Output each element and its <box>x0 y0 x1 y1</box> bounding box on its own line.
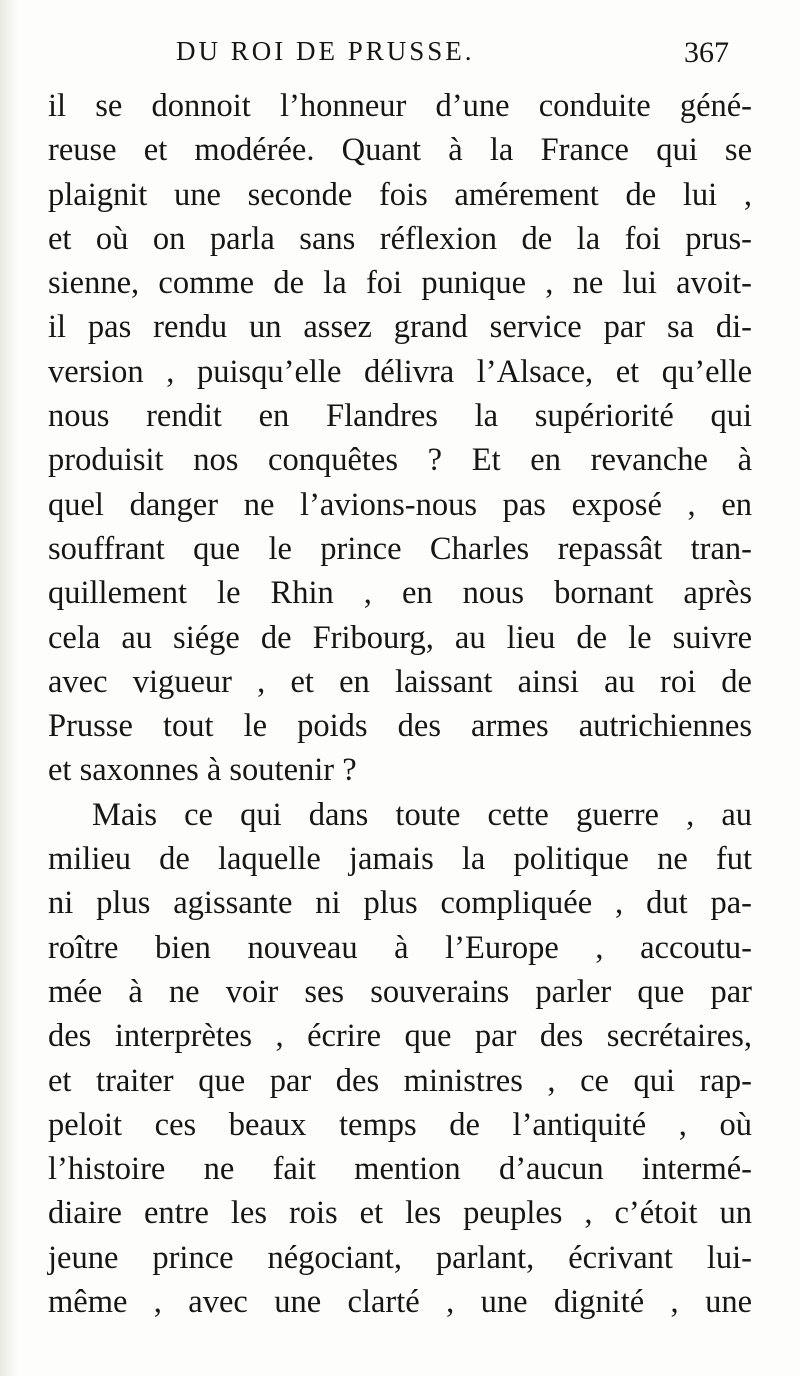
text-line: jeune prince négociant, parlant, écrivant lui- <box>48 1239 752 1276</box>
text-line: et saxonnes à soutenir ? <box>48 752 357 789</box>
text-line: diaire entre les rois et les peuples , c’étoit un <box>48 1195 752 1232</box>
text-line: quillement le Rhin , en nous bornant après <box>48 575 752 612</box>
text-line: Mais ce qui dans toute cette guerre , au <box>92 796 752 833</box>
text-line: peloit ces beaux temps de l’antiquité , où <box>48 1106 752 1143</box>
text-line: roître bien nouveau à l’Europe , accoutu- <box>48 929 752 966</box>
text-line: cela au siége de Fribourg, au lieu de le suivre <box>48 619 752 656</box>
text-line: avec vigueur , et en laissant ainsi au roi de <box>48 663 752 700</box>
text-line: nous rendit en Flandres la supériorité qui <box>48 398 752 435</box>
text-line: même , avec une clarté , une dignité , une <box>48 1284 752 1321</box>
text-line: souffrant que le prince Charles repassât tran- <box>48 530 752 567</box>
text-line: il pas rendu un assez grand service par sa di- <box>48 309 752 346</box>
text-line: reuse et modérée. Quant à la France qui se <box>48 132 752 169</box>
text-line: ni plus agissante ni plus compliquée , dut pa- <box>48 885 752 922</box>
text-line: l’histoire ne fait mention d’aucun intermé- <box>48 1151 752 1188</box>
page-number: 367 <box>684 36 729 69</box>
page-header <box>0 36 800 76</box>
text-line: et où on parla sans réflexion de la foi prus- <box>48 220 752 257</box>
text-line: produisit nos conquêtes ? Et en revanche à <box>48 442 752 479</box>
text-line: plaignit une seconde fois amérement de lui , <box>48 176 752 213</box>
text-line: quel danger ne l’avions-nous pas exposé , en <box>48 486 752 523</box>
paragraph-2 <box>48 793 752 1325</box>
text-line: sienne, comme de la foi punique , ne lui avoit- <box>48 265 752 302</box>
text-line: Prusse tout le poids des armes autrichiennes <box>48 708 752 745</box>
text-line: mée à ne voir ses souverains parler que par <box>48 973 752 1010</box>
text-line: version , puisqu’elle délivra l’Alsace, et qu’elle <box>48 353 752 390</box>
running-head: DU ROI DE PRUSSE. <box>176 36 475 66</box>
paragraph-1 <box>48 84 752 793</box>
text-line: milieu de laquelle jamais la politique ne fut <box>48 841 752 878</box>
text-line: et traiter que par des ministres , ce qui rap- <box>48 1062 752 1099</box>
text-line: des interprètes , écrire que par des secrétaires, <box>48 1018 752 1055</box>
body-text <box>48 84 752 1324</box>
text-line: il se donnoit l’honneur d’une conduite géné- <box>48 88 752 124</box>
